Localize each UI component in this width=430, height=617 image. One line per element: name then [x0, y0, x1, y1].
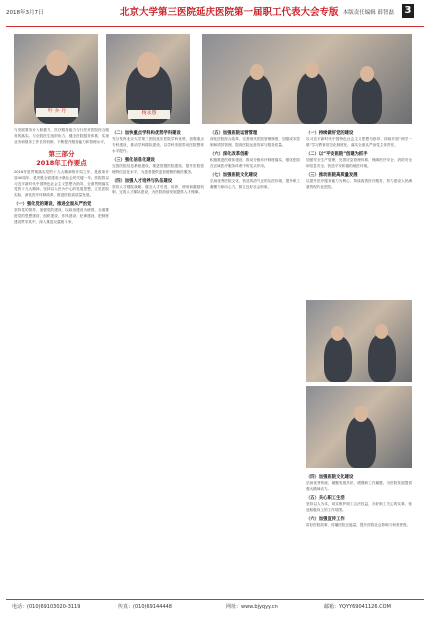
- photo-meeting-2: [306, 300, 412, 382]
- paragraph: 讲好医院故事，传播医院正能量，提升医院社会影响力和美誉度。: [306, 522, 411, 527]
- column-5: [306, 472, 412, 592]
- subheading: （一）持续做好党的建设: [306, 131, 354, 136]
- subheading: （二）以“平安医院”创建为抓手: [306, 151, 368, 157]
- footer-website: 网址：www.bjyqyy.cn: [226, 604, 278, 610]
- intro-text: 与发展要务计入积极力，医疗服务能力与行医对医院综合服务的落实。与全院医生组织协力，健全医院服务体系，实现业务和财务工作长效机制，不断提升服务能力和管理水平。: [14, 128, 109, 144]
- column-1: [14, 128, 109, 592]
- photo-meeting-3: [306, 386, 412, 468]
- photo-speaker-2: [106, 34, 190, 124]
- photo-speaker-1: [14, 34, 98, 124]
- paragraph: 充分发挥北京大学第三医院延庆医院学科优势，加强重点专科建设，推动学科梯队建设，以学科发展带动医院整体水平提升。: [112, 137, 204, 153]
- paragraph: 弘扬优秀医院文化，营造风清气正的从医环境，提升职工凝聚力和向心力，树立良好社会形象。: [210, 178, 300, 189]
- paragraph: 以提升医疗服务能力为核心，持续改善医疗服务，努力建设人民满意的现代化医院。: [306, 178, 412, 189]
- column-3: [210, 128, 300, 592]
- column-2: [112, 128, 204, 592]
- footer-email: 邮箱：YQYY69041126.COM: [324, 604, 391, 610]
- subheading: （四）加强医院文化建设: [306, 475, 354, 480]
- page-title: 北京大学第三医院延庆医院第一届职工代表大会专版: [120, 7, 339, 18]
- paragraph: 积极推进医联体建设，推动分级诊疗制度落实，强化医院在区域医疗服务体系中的龙头作用。: [210, 157, 300, 168]
- page-number: 3: [402, 4, 414, 18]
- paragraph: 坚持以人为本，切实维护职工合法权益，办好职工关心的实事，营造积极向上的工作氛围。: [306, 501, 412, 512]
- paragraph: 以习近平新时代中国特色社会主义思想为指导，持续开展“两学一做”学习教育常态化制度化，落实全面从严治党主体责任。: [306, 137, 412, 147]
- subheading: （五）加强医院运营管理: [210, 131, 258, 136]
- footer-phone: 电话：(010)69103020-3119: [12, 604, 81, 610]
- photo-meeting-1: [202, 34, 412, 124]
- subheading: （二）加快重点学科和优势学科建设: [112, 131, 181, 136]
- section-body: 2018年是贯彻落实党的十九大精神的开局之年，是改革开放40周年，是决胜全面建成小康社会的关键一年。医院将以习近平新时代中国特色社会主义思想为指导，全面贯彻落实党的十九大精神，坚持以人民为中心的发展思想，立足医院实际，深化医疗体制改革，推进医院高质量发展。: [14, 169, 109, 198]
- subheading: （三）推动医院高质量发展: [306, 172, 358, 178]
- paragraph: 深化医院综合改革，完善现代医院管理制度，加强成本控制和绩效管理，提高医院运营效率与服务质量。: [210, 137, 300, 147]
- subheading: （六）深化改革创新: [210, 151, 249, 157]
- subheading: （六）加强宣传工作: [306, 516, 345, 522]
- page-footer: [6, 599, 424, 611]
- subheading: （五）关心职工生活: [306, 495, 345, 501]
- editor-credit: 本版责任编辑 薛智磊: [342, 10, 394, 16]
- column-4: [306, 128, 412, 428]
- name-plate: 杨永惠: [128, 110, 170, 119]
- name-plate: 叶 乔 丹: [36, 108, 78, 117]
- paragraph: 加强安全生产管理，完善应急管理体系，保障医疗安全、消防安全和信息安全，营造平安和谐的就医环境。: [306, 157, 412, 168]
- subheading: （七）加强医院文化建设: [210, 172, 258, 178]
- paragraph: 完善医院信息系统建设，推进智慧医院建设，提升医院管理的信息化水平，为患者提供更加便捷的就医服务。: [112, 163, 204, 174]
- issue-date: 2018年3月7日: [6, 10, 44, 16]
- paragraph: 弘扬优秀传统，凝聚发展共识，增强职工归属感，为医院发展提供强大精神动力。: [306, 481, 412, 491]
- subheading: （四）加强人才培养与队伍建设: [112, 178, 173, 184]
- section-heading: 第三部分 2018年工作要点: [36, 149, 87, 167]
- footer-fax: 传真：(010)69144448: [118, 604, 172, 610]
- paragraph: 坚持人才强院战略，健全人才引进、培养、使用和激励机制，完善人才梯队建设，为医院持续发展提供人才保障。: [112, 184, 204, 195]
- subheading: （一）强化党的建设，推进全面从严治党: [14, 202, 92, 208]
- subheading: （三）强化信息化建设: [112, 157, 155, 163]
- paragraph: 坚持党的领导，加强党的建设，以政治建设为统领，全面推进党的思想建设、组织建设、作风建设、纪律建设，把制度建设贯穿其中，深入推进反腐败斗争。: [14, 208, 109, 225]
